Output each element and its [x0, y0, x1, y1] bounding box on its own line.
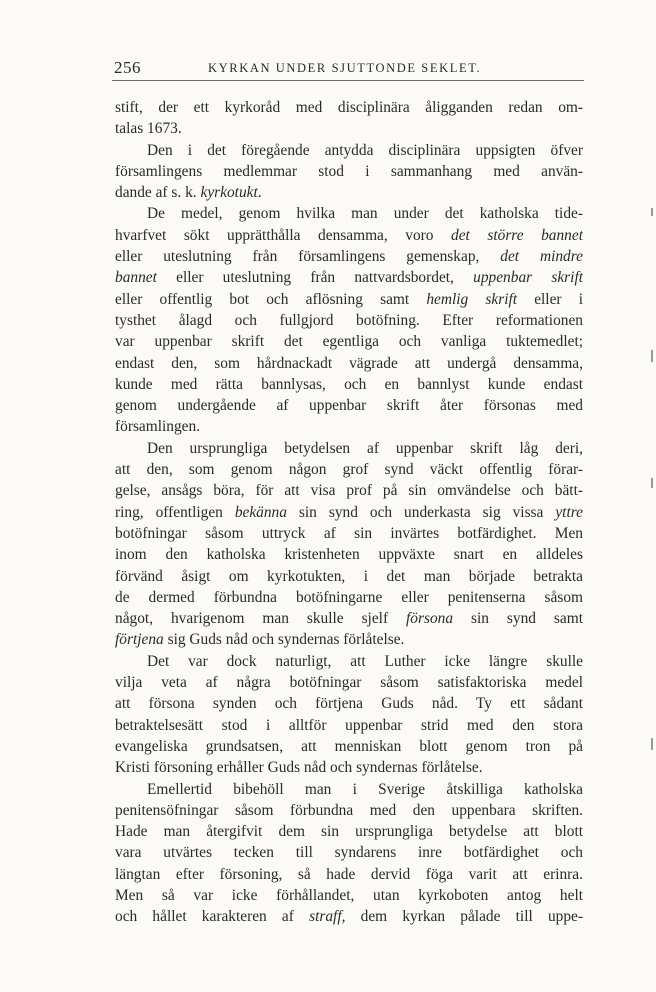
text-line	[115, 566, 583, 587]
italic-text: det större bannet	[451, 226, 583, 244]
text-run: inom den katholska kristenheten uppväxte snart en alldeles	[115, 546, 583, 564]
text-run: vara utvärtes tecken till syndarens inre botfärdighet och	[115, 844, 583, 862]
margin-mark	[651, 350, 653, 362]
page-number: 256	[114, 58, 141, 77]
text-run: hvarfvet sökt upprätthålla densamma, voro	[115, 226, 452, 244]
italic-text: hemlig skrift	[426, 290, 518, 308]
italic-text: försona	[406, 610, 454, 628]
text-run: sin synd samt	[453, 610, 583, 628]
italic-text: straff	[309, 908, 342, 926]
text-line	[115, 182, 583, 203]
text-line	[115, 672, 583, 693]
text-run: förvänd åsigt om kyrkotukten, i det man började betrakta	[115, 567, 583, 585]
text-line	[115, 779, 583, 800]
text-line	[115, 736, 583, 757]
text-run: tysthet ålagd och fullgjord botöfning. Efter reformationen	[115, 311, 583, 329]
text-line	[115, 906, 583, 927]
text-line	[115, 651, 583, 672]
margin-mark	[651, 208, 653, 216]
running-title: KYRKAN UNDER SJUTTONDE SEKLET.	[208, 61, 482, 75]
text-line	[115, 97, 583, 118]
text-line	[115, 267, 583, 288]
text-run: .	[257, 184, 262, 202]
italic-text: bekänna	[234, 503, 287, 521]
text-run: kunde med rätta bannlysas, och en bannlyst kunde endast	[115, 375, 583, 393]
text-run: gelse, ansågs böra, för att visa prof på sin omvändelse och bätt-	[115, 482, 583, 500]
italic-text: uppenbar skrift	[473, 269, 583, 287]
text-line	[115, 800, 583, 821]
text-line	[115, 864, 583, 885]
text-run: Den ursprungliga betydelsen af uppenbar skrift låg deri,	[147, 439, 583, 457]
italic-text: det mindre	[500, 248, 583, 266]
text-line	[115, 715, 583, 736]
text-run: , dem kyrkan pålade till uppe-	[341, 908, 583, 926]
text-line	[115, 140, 583, 161]
text-line	[115, 225, 583, 246]
page-header	[112, 58, 584, 81]
text-line	[115, 246, 583, 267]
text-run: något, hvarigenom man skulle sjelf	[115, 610, 407, 628]
text-run: Hade man återgifvit dem sin ursprungliga betydelse att blott	[115, 823, 583, 841]
text-run: var uppenbar skrift det egentliga och vanliga tuktemedlet;	[115, 333, 583, 351]
text-run: talas 1673.	[115, 120, 182, 138]
text-line	[115, 353, 583, 374]
text-line	[115, 523, 583, 544]
text-run: Kristi försoning erhåller Guds nåd och syndernas förlåtelse.	[115, 759, 483, 777]
text-run: sig Guds nåd och syndernas förlåtelse.	[163, 631, 405, 649]
text-run: eller offentlig bot och aflösning samt	[115, 290, 427, 308]
text-line	[115, 757, 583, 778]
text-run: längtan efter försoning, så hade dervid föga varit att erinra.	[115, 865, 583, 883]
text-line	[115, 693, 583, 714]
text-line	[115, 374, 583, 395]
text-run: penitensöfningar såsom förbundna med den uppenbara skriften.	[115, 801, 583, 819]
text-run: endast den, som hårdnackadt vägrade att undergå densamma,	[115, 354, 583, 372]
text-run: församlingens medlemmar stod i sammanhang med använ-	[115, 162, 583, 180]
text-run: sin synd och underkasta sig vissa	[286, 503, 556, 521]
italic-text: yttre	[555, 503, 583, 521]
text-run: ring, offentligen	[115, 503, 235, 521]
italic-text: förtjena	[115, 631, 164, 649]
text-run: Den i det föregående antydda disciplinära uppsigten öfver	[147, 141, 583, 159]
text-run: att försona synden och förtjena Guds nåd. Ty ett sådant	[115, 695, 583, 713]
text-run: eller i	[517, 290, 583, 308]
text-run: Det var dock naturligt, att Luther icke längre skulle	[147, 652, 583, 670]
text-line	[115, 416, 583, 437]
text-run: och hållet karakteren af	[115, 908, 310, 926]
body-text	[115, 97, 583, 928]
text-run: De medel, genom hvilka man under det katholska tide-	[147, 205, 583, 223]
text-run: vilja veta af några botöfningar såsom satisfaktoriska medel	[115, 674, 583, 692]
text-line	[115, 842, 583, 863]
text-run: de dermed förbundna botöfningarne eller penitenserna såsom	[115, 588, 583, 606]
text-line	[115, 395, 583, 416]
text-line	[115, 438, 583, 459]
italic-text: bannet	[115, 269, 157, 287]
text-line	[115, 289, 583, 310]
text-run: församlingen.	[115, 418, 201, 436]
italic-text: kyrkotukt	[200, 184, 258, 202]
text-line	[115, 203, 583, 224]
text-line	[115, 502, 583, 523]
text-run: betraktelsesätt stod i alltför uppenbar strid med den stora	[115, 716, 583, 734]
text-run: genom undergående af uppenbar skrift åter försonas med	[115, 397, 583, 415]
text-line	[115, 331, 583, 352]
text-line	[115, 310, 583, 331]
text-line	[115, 821, 583, 842]
text-line	[115, 459, 583, 480]
text-run: dande af s. k.	[115, 184, 201, 202]
text-line	[115, 544, 583, 565]
text-run: Emellertid bibehöll man i Sverige åtskilliga katholska	[147, 780, 583, 798]
text-line	[115, 885, 583, 906]
text-line	[115, 480, 583, 501]
margin-mark	[651, 738, 653, 750]
text-line	[115, 118, 583, 139]
text-line	[115, 587, 583, 608]
margin-mark	[651, 478, 653, 488]
text-run: Men så var icke förhållandet, utan kyrkoboten antog helt	[115, 886, 583, 904]
text-run: eller uteslutning från nattvardsbordet,	[156, 269, 474, 287]
text-run: stift, der ett kyrkoråd med disciplinära åligganden redan om-	[115, 99, 583, 116]
text-run: eller uteslutning från församlingens gemenskap,	[115, 248, 501, 266]
text-line	[115, 629, 583, 650]
text-line	[115, 608, 583, 629]
text-run: botöfningar såsom uttryck af sin invärtes botfärdighet. Men	[115, 524, 583, 542]
text-run: evangeliska grundsatsen, att menniskan blott genom tron på	[115, 737, 583, 755]
text-run: att den, som genom någon grof synd väckt offentlig förar-	[115, 461, 583, 479]
text-line	[115, 161, 583, 182]
